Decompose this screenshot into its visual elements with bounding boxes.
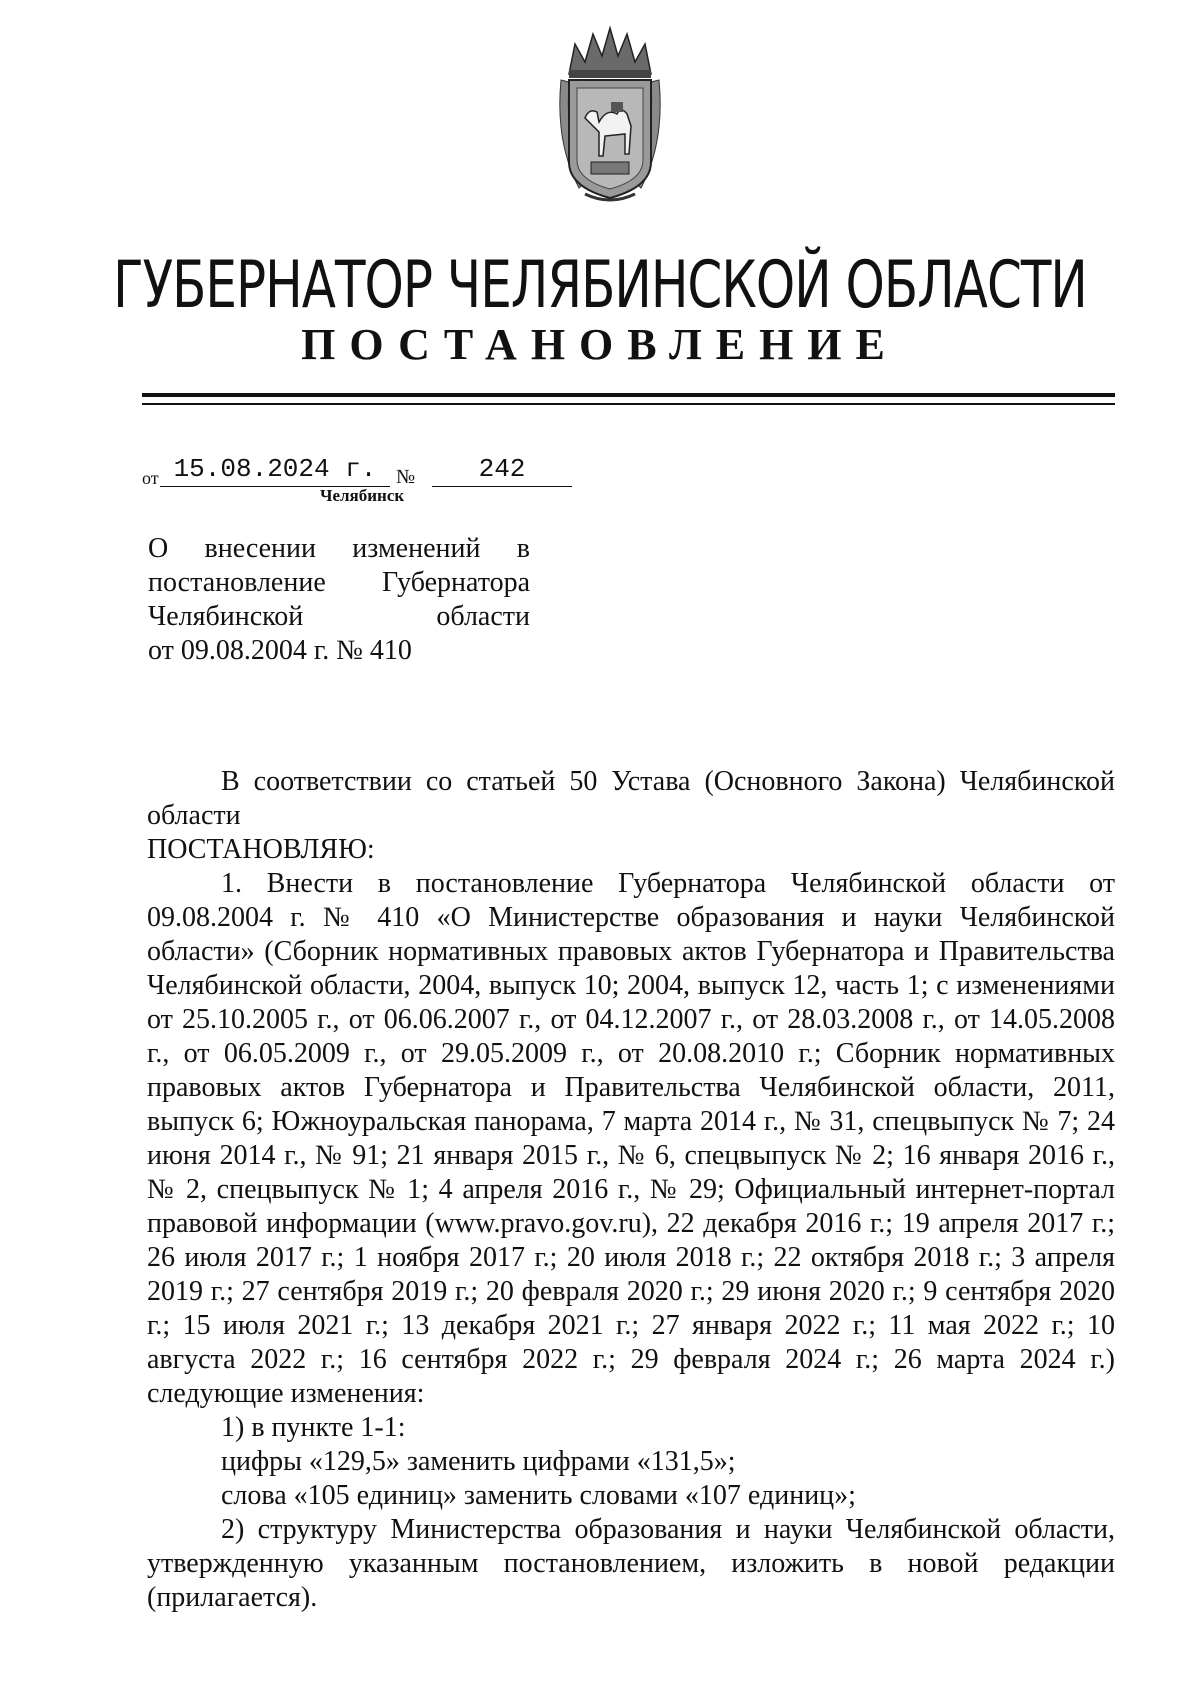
issuer-title: ГУБЕРНАТОР ЧЕЛЯБИНСКОЙ ОБЛАСТИ bbox=[113, 247, 1087, 323]
document-type-title: ПОСТАНОВЛЕНИЕ bbox=[301, 320, 899, 369]
subject-line: постановление Губернатора bbox=[148, 567, 530, 598]
date-from-label: от bbox=[142, 468, 159, 488]
preamble-paragraph: В соответствии со статьей 50 Устава (Основного Закона) Челябинской области bbox=[147, 766, 1115, 831]
number-sign-label: № bbox=[396, 466, 416, 488]
paragraph-1: 1. Внести в постановление Губернатора Челябинской области от 09.08.2004 г. № 410 «О Министерстве образования и науки Челябинской области» (Сборник нормативных правовых актов Губернатора и Правительства Челябинской области, 2004, выпуск 10; 2004, выпуск 12, часть 1; с изменениями от 25.10.2005 г., от 06.06.2007 г., от 04.12.2007 г., от 28.03.2008 г., от 14.05.2008 г., от 06.05.2009 г., от 29.05.2009 г., от 20.08.2010 г.; Сборник нормативных правовых актов Губернатора и Правительства Челябинской области, 2011, выпуск 6; Южноуральская панорама, 7 марта 2014 г., № 31, спецвыпуск № 7; 24 июня 2014 г., № 91; 21 января 2015 г., № 6, спецвыпуск № 2; 16 января 2016 г., № 2, спецвыпуск № 1; 4 апреля 2016 г., № 29; Официальный интернет-портал правовой информации (www.pravo.gov.ru), 22 декабря 2016 г.; 19 апреля 2017 г.; 26 июля 2017 г.; 1 ноября 2017 г.; 20 июля 2018 г.; 22 октября 2018 г.; 3 апреля 2019 г.; 27 сентября 2019 г.; 20 февраля 2020 г.; 29 июня 2020 г.; 9 сентября 2020 г.; 15 июля 2021 г.; 13 декабря 2021 г.; 27 января 2022 г.; 11 мая 2022 г.; 10 августа 2022 г.; 16 сентября 2022 г.; 29 февраля 2024 г.; 26 марта 2024 г.) следующие изменения: bbox=[147, 868, 1115, 1409]
document-subject bbox=[148, 532, 530, 668]
item-1-a: цифры «129,5» заменить цифрами «131,5»; bbox=[221, 1446, 736, 1477]
item-1-b: слова «105 единиц» заменить словами «107 единиц»; bbox=[221, 1480, 856, 1511]
document-body bbox=[147, 765, 1115, 1615]
header-rule-thin bbox=[142, 403, 1115, 405]
document-date: 15.08.2024 г. bbox=[160, 452, 390, 487]
document-city: Челябинск bbox=[320, 486, 405, 505]
header-rule-thick bbox=[142, 393, 1115, 397]
coat-of-arms-emblem bbox=[555, 22, 665, 207]
item-1-title: 1) в пункте 1-1: bbox=[221, 1412, 406, 1443]
resolve-heading: ПОСТАНОВЛЯЮ: bbox=[147, 834, 375, 865]
subject-line: Челябинской области bbox=[148, 601, 530, 632]
subject-line: от 09.08.2004 г. № 410 bbox=[148, 635, 412, 666]
subject-line: О внесении изменений в bbox=[148, 533, 530, 564]
document-number: 242 bbox=[432, 452, 572, 487]
item-2: 2) структуру Министерства образования и науки Челябинской области, утвержденную указанным постановлением, изложить в новой редакции (прилагается). bbox=[147, 1514, 1115, 1613]
